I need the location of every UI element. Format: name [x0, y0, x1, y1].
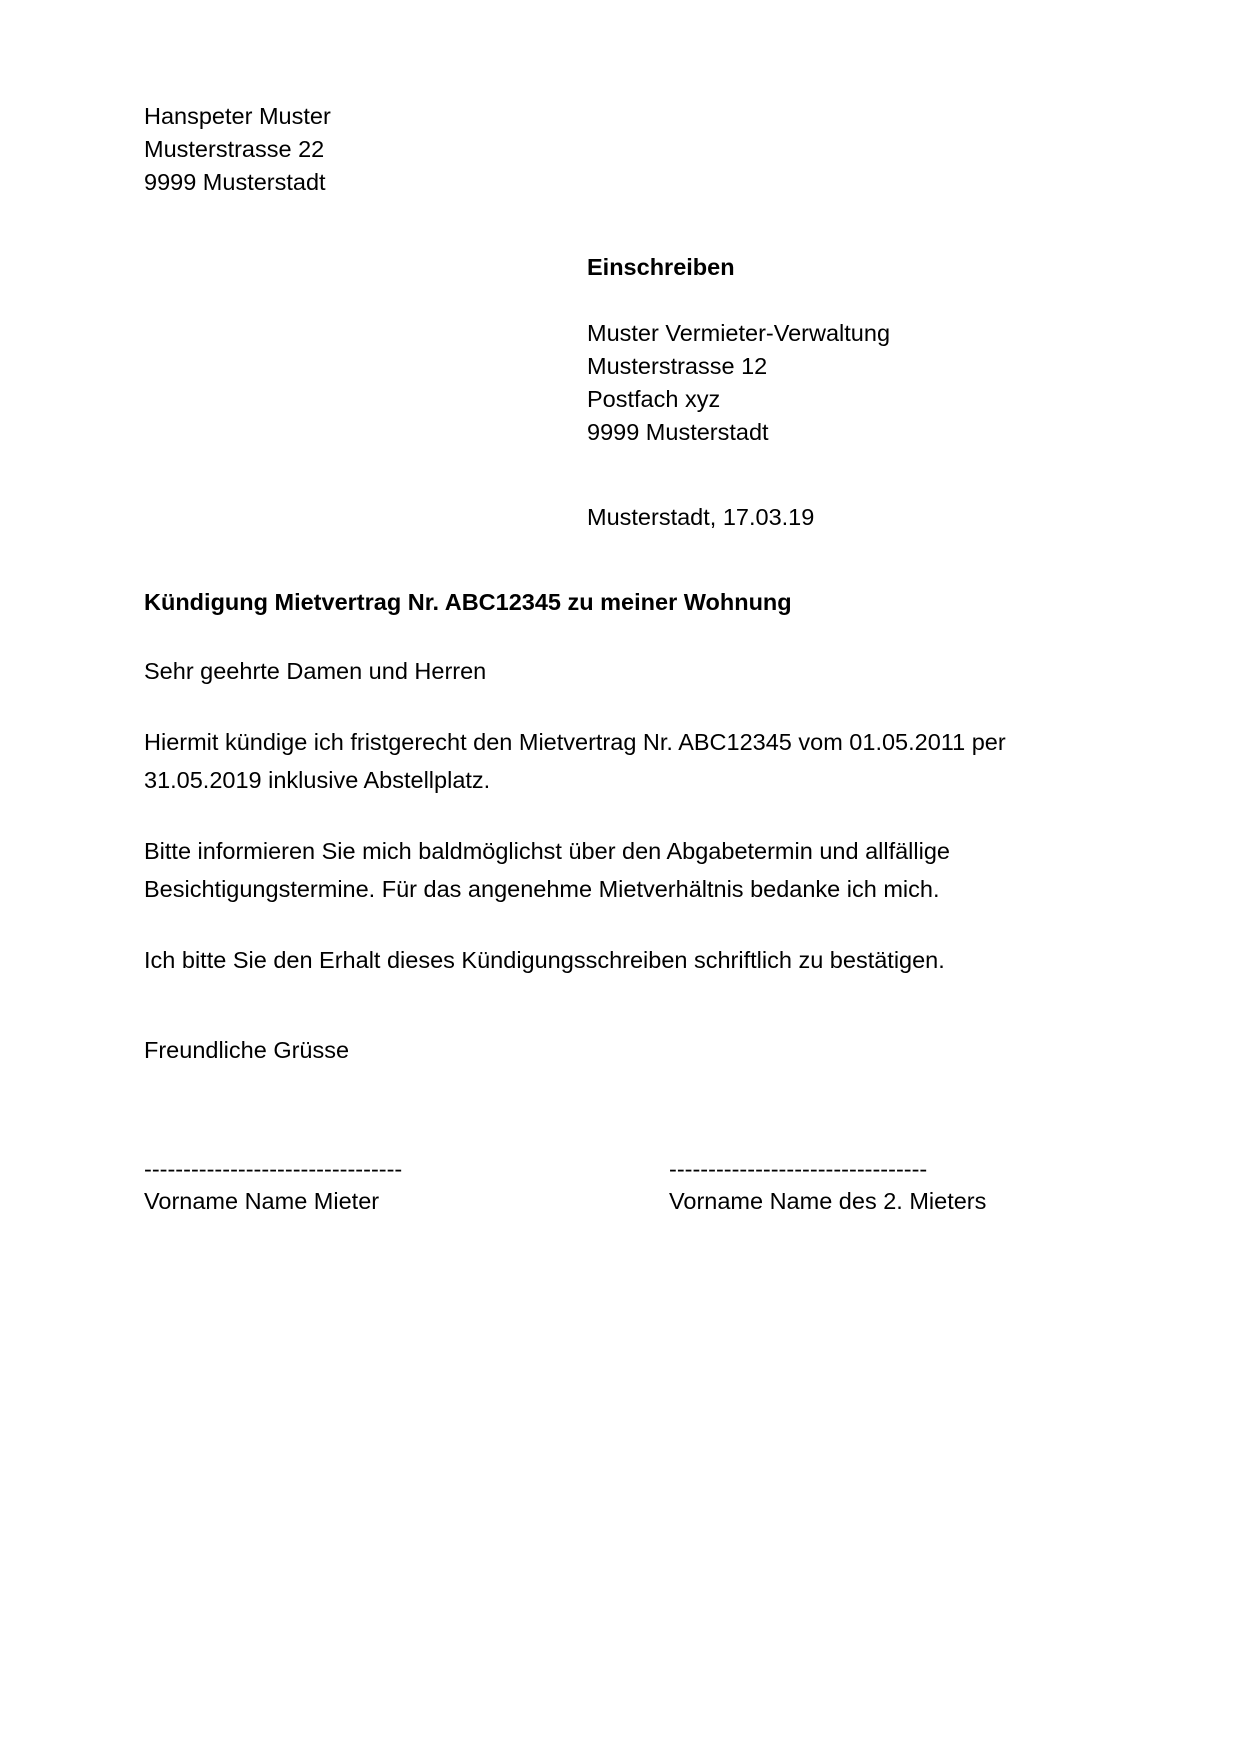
spacer-after-paragraph-2: [144, 908, 1104, 941]
sender-name: Hanspeter Muster: [144, 103, 331, 129]
spacer-after-salutation: [144, 690, 1104, 723]
spacer-before-closing: [144, 979, 1104, 1031]
sender-street: Musterstrasse 22: [144, 136, 325, 162]
signature-block-2: [669, 1154, 1089, 1218]
place-date-block: [587, 501, 1104, 534]
signature-label-1: Vorname Name Mieter: [144, 1188, 380, 1214]
sender-address-block: [144, 100, 1104, 199]
signature-row: [144, 1154, 1104, 1218]
spacer-signature-gap: [144, 1121, 1104, 1154]
recipient-street: Musterstrasse 12: [587, 353, 768, 379]
spacer-after-recipient: [144, 449, 1104, 501]
place-and-date: Musterstadt, 17.03.19: [587, 504, 815, 530]
spacer-after-delivery-note: [144, 284, 1104, 317]
spacer-after-paragraph-1: [144, 799, 1104, 832]
spacer-before-subject: [144, 534, 1104, 586]
spacer-before-signatures: [144, 1069, 1104, 1121]
letter-subject: Kündigung Mietvertrag Nr. ABC12345 zu meiner Wohnung: [144, 589, 792, 615]
letter-body: [144, 100, 1104, 1218]
signature-line-1: ---------------------------------: [144, 1156, 403, 1182]
recipient-address-block: [587, 317, 1104, 449]
letter-closing: Freundliche Grüsse: [144, 1037, 350, 1063]
signature-block-1: [144, 1154, 669, 1218]
letter-paragraph-1: Hiermit kündige ich fristgerecht den Mietvertrag Nr. ABC12345 vom 01.05.2011 per 31.05.2019 inklusive Abstellplatz.: [144, 729, 1006, 793]
recipient-name: Muster Vermieter-Verwaltung: [587, 320, 891, 346]
spacer-after-sender: [144, 199, 1104, 251]
delivery-note: Einschreiben: [587, 254, 735, 280]
signature-line-2: ---------------------------------: [669, 1156, 928, 1182]
signature-label-2: Vorname Name des 2. Mieters: [669, 1188, 987, 1214]
spacer-after-subject: [144, 619, 1104, 652]
letter-salutation: Sehr geehrte Damen und Herren: [144, 658, 487, 684]
delivery-note-block: [587, 251, 1104, 284]
recipient-city: 9999 Musterstadt: [587, 419, 769, 445]
recipient-postbox: Postfach xyz: [587, 386, 721, 412]
sender-city: 9999 Musterstadt: [144, 169, 326, 195]
letter-paragraph-2: Bitte informieren Sie mich baldmöglichst über den Abgabetermin und allfällige Besichtigungstermine. Für das angenehme Mietverhältnis bedanke ich mich.: [144, 838, 950, 902]
letter-paragraph-3: Ich bitte Sie den Erhalt dieses Kündigungsschreiben schriftlich zu bestätigen.: [144, 947, 945, 973]
